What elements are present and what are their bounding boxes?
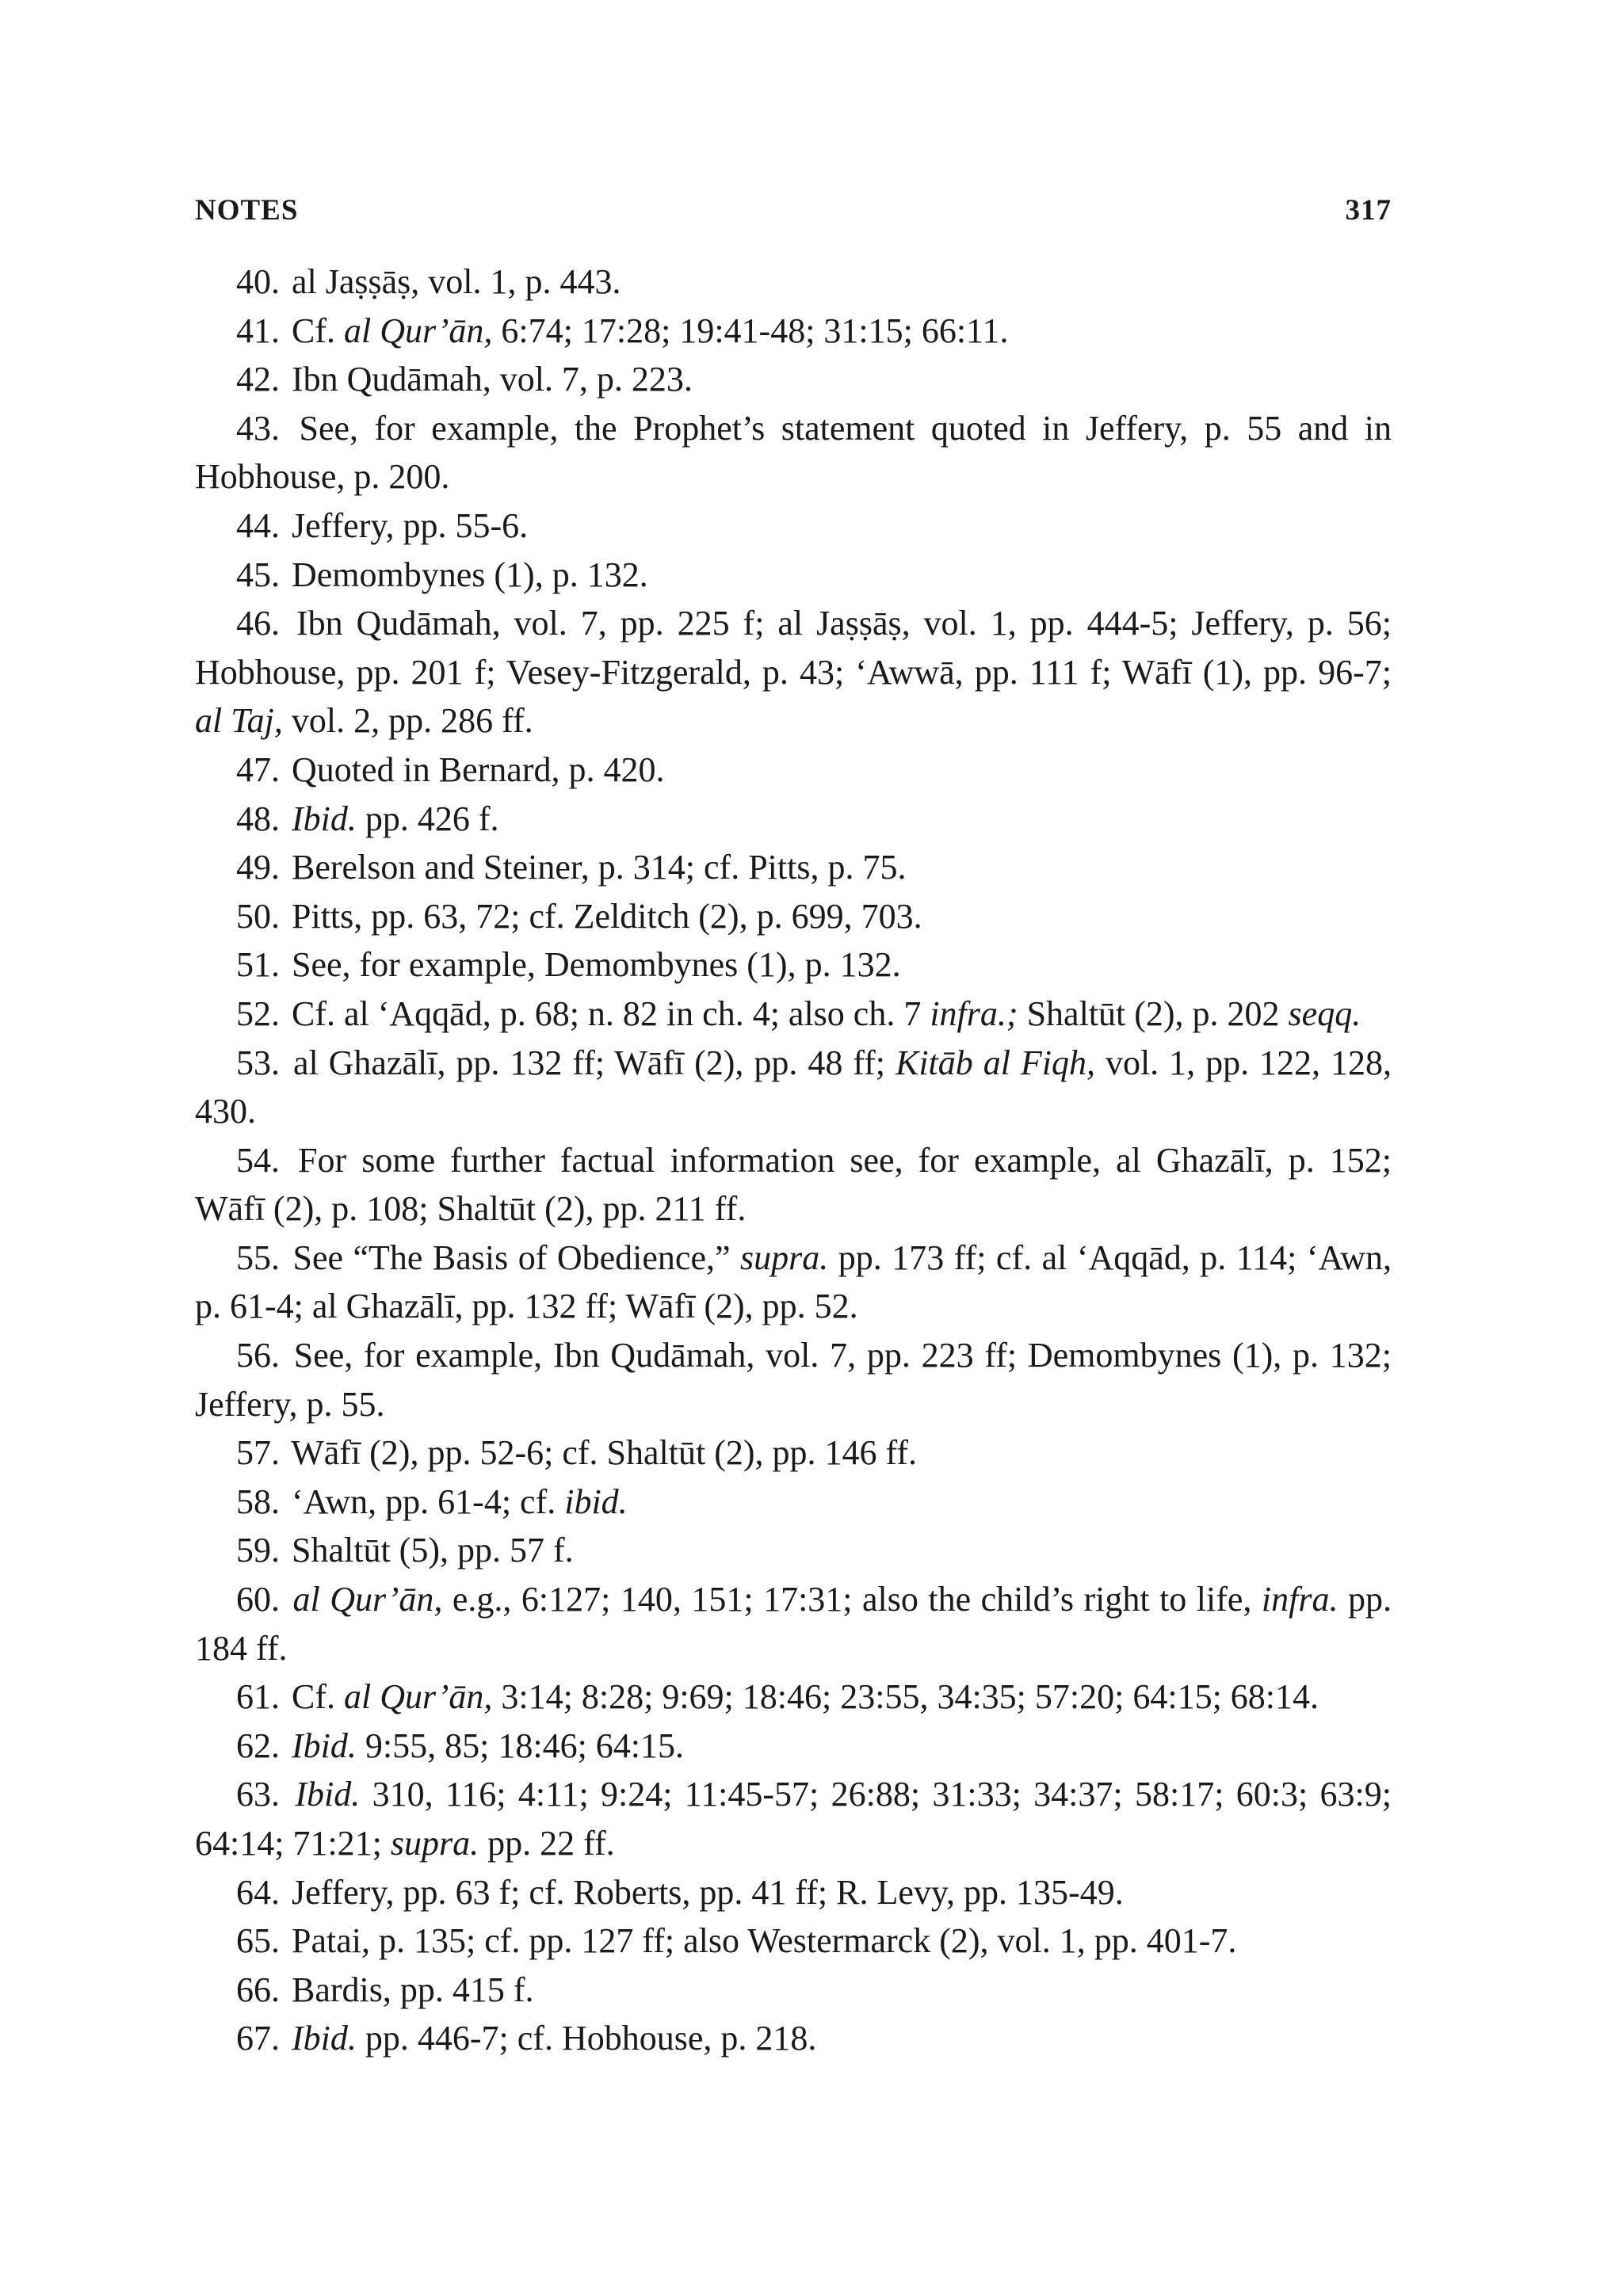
note-item	[195, 1136, 1392, 1234]
note-item	[195, 307, 1392, 356]
note-number: 47.	[236, 749, 280, 789]
note-number: 63.	[236, 1775, 280, 1814]
note-number: 44.	[236, 505, 280, 545]
note-text: For some further factual information see, for example, al Ghazālī, p. 152; Wāfī (2), p. 108; Shaltūt (2), pp. 211 ff.	[195, 1140, 1392, 1229]
note-italic-text: seqq.	[1288, 994, 1361, 1033]
note-text: pp. 184 ff.	[195, 1580, 1392, 1668]
note-italic-text: Ibid.	[292, 799, 357, 838]
note-italic-text: ibid.	[564, 1482, 628, 1521]
section-title: NOTES	[195, 194, 299, 227]
note-text: Patai, p. 135; cf. pp. 127 ff; also Westermarck (2), vol. 1, pp. 401-7.	[292, 1921, 1237, 1961]
note-number: 55.	[236, 1238, 280, 1277]
note-item	[195, 990, 1392, 1039]
note-italic-text: Ibid.	[292, 1726, 357, 1765]
note-item	[195, 1575, 1392, 1672]
note-italic-text: al Qur’ān,	[292, 1580, 443, 1619]
note-text: See, for example, Ibn Qudāmah, vol. 7, pp. 223 ff; Demombynes (1), p. 132; Jeffery, p. 55.	[195, 1336, 1392, 1424]
note-text: pp. 173 ff; cf. al ‘Aqqād, p. 114; ‘Awn, p. 61-4; al Ghazālī, pp. 132 ff; Wāfī (2), pp. 52.	[195, 1238, 1392, 1326]
note-number: 53.	[236, 1043, 280, 1082]
note-text: See, for example, Demombynes (1), p. 132.	[292, 945, 901, 985]
note-text: Berelson and Steiner, p. 314; cf. Pitts, p. 75.	[292, 848, 907, 887]
note-number: 46.	[236, 604, 280, 643]
note-text: al Ghazālī, pp. 132 ff; Wāfī (2), pp. 48 ff;	[292, 1043, 896, 1082]
note-item	[195, 1234, 1392, 1331]
note-number: 66.	[236, 1970, 280, 2009]
note-item	[195, 843, 1392, 892]
note-number: 65.	[236, 1921, 280, 1961]
note-text: Cf.	[292, 1677, 344, 1717]
note-italic-text: Ibid.	[295, 1775, 361, 1814]
note-item	[195, 502, 1392, 551]
note-italic-text: al Qur’ān,	[344, 1677, 493, 1717]
note-number: 40.	[236, 262, 280, 301]
note-number: 43.	[236, 408, 280, 448]
note-item	[195, 892, 1392, 941]
note-text: Cf.	[292, 311, 344, 350]
note-text: Demombynes (1), p. 132.	[292, 555, 648, 594]
note-text: See, for example, the Prophet’s statement quoted in Jeffery, p. 55 and in Hobhouse, p. 200.	[195, 408, 1392, 497]
note-number: 54.	[236, 1140, 280, 1180]
page-number: 317	[1345, 194, 1392, 227]
note-text: 6:74; 17:28; 19:41-48; 31:15; 66:11.	[492, 311, 1009, 350]
note-number: 50.	[236, 896, 280, 936]
note-text: Ibn Qudāmah, vol. 7, pp. 225 f; al Jaṣṣāṣ, vol. 1, pp. 444-5; Jeffery, p. 56; Hobhouse, pp. 201 f; Vesey-Fitzgerald, p. 43; ‘Awwā, pp. 111 f; Wāfī (1), pp. 96-7;	[195, 604, 1392, 692]
note-text: Quoted in Bernard, p. 420.	[292, 749, 665, 789]
note-item	[195, 1966, 1392, 2015]
note-text: Bardis, pp. 415 f.	[292, 1970, 534, 2009]
note-item	[195, 1039, 1392, 1136]
note-item	[195, 257, 1392, 307]
note-item	[195, 355, 1392, 404]
note-number: 64.	[236, 1872, 280, 1912]
book-page	[195, 193, 1392, 2063]
note-text: Jeffery, pp. 63 f; cf. Roberts, pp. 41 ff; R. Levy, pp. 135-49.	[292, 1872, 1124, 1912]
note-number: 61.	[236, 1677, 280, 1717]
note-text: Pitts, pp. 63, 72; cf. Zelditch (2), p. 699, 703.	[292, 896, 922, 936]
note-italic-text: al Taj,	[195, 701, 283, 741]
note-item	[195, 940, 1392, 990]
note-number: 60.	[236, 1580, 280, 1619]
note-item	[195, 1722, 1392, 1771]
note-number: 59.	[236, 1531, 280, 1570]
note-italic-text: supra.	[390, 1824, 479, 1863]
note-italic-text: Kitāb al Fiqh,	[895, 1043, 1095, 1082]
note-number: 58.	[236, 1482, 280, 1521]
note-item	[195, 1917, 1392, 1966]
note-item	[195, 1770, 1392, 1867]
note-text: 3:14; 8:28; 9:69; 18:46; 23:55, 34:35; 57:20; 64:15; 68:14.	[492, 1677, 1319, 1717]
note-italic-text: supra.	[740, 1238, 829, 1277]
note-item	[195, 1428, 1392, 1478]
note-text: 9:55, 85; 18:46; 64:15.	[356, 1726, 685, 1765]
note-number: 57.	[236, 1433, 280, 1473]
note-text: pp. 426 f.	[356, 799, 499, 838]
note-number: 41.	[236, 311, 280, 350]
note-number: 52.	[236, 994, 280, 1033]
note-text: Jeffery, pp. 55-6.	[292, 505, 529, 545]
note-item	[195, 795, 1392, 844]
note-item	[195, 1672, 1392, 1722]
note-italic-text: al Qur’ān,	[344, 311, 493, 350]
note-text: vol. 2, pp. 286 ff.	[282, 701, 533, 741]
note-item	[195, 599, 1392, 746]
note-text: See “The Basis of Obedience,”	[292, 1238, 741, 1277]
note-italic-text: infra.	[1261, 1580, 1338, 1619]
note-item	[195, 1526, 1392, 1575]
note-text: Cf. al ‘Aqqād, p. 68; n. 82 in ch. 4; also ch. 7	[292, 994, 930, 1033]
note-text: Shaltūt (5), pp. 57 f.	[292, 1531, 574, 1570]
note-item	[195, 404, 1392, 502]
note-number: 48.	[236, 799, 280, 838]
notes-list	[195, 257, 1392, 2063]
note-item	[195, 746, 1392, 795]
note-italic-text: Ibid.	[292, 2019, 357, 2058]
note-number: 45.	[236, 555, 280, 594]
note-text: 310, 116; 4:11; 9:24; 11:45-57; 26:88; 31:33; 34:37; 58:17; 60:3; 63:9; 64:14; 71:21;	[195, 1775, 1392, 1863]
note-text: e.g., 6:127; 140, 151; 17:31; also the child’s right to life,	[442, 1580, 1262, 1619]
running-head	[195, 193, 1392, 227]
note-text: pp. 446-7; cf. Hobhouse, p. 218.	[356, 2019, 817, 2058]
note-number: 56.	[236, 1336, 280, 1375]
note-text: Shaltūt (2), p. 202	[1018, 994, 1289, 1033]
note-text: al Jaṣṣāṣ, vol. 1, p. 443.	[292, 262, 621, 301]
note-italic-text: infra.;	[930, 994, 1018, 1033]
note-item	[195, 1331, 1392, 1428]
note-text: Wāfī (2), pp. 52-6; cf. Shaltūt (2), pp. 146 ff.	[291, 1433, 918, 1473]
note-text: Ibn Qudāmah, vol. 7, p. 223.	[292, 360, 693, 399]
note-number: 42.	[236, 360, 280, 399]
note-text: pp. 22 ff.	[479, 1824, 615, 1863]
note-text: vol. 1, pp. 122, 128, 430.	[195, 1043, 1392, 1131]
note-text: ‘Awn, pp. 61-4; cf.	[292, 1482, 565, 1521]
note-item	[195, 551, 1392, 600]
note-item	[195, 1868, 1392, 1917]
note-number: 62.	[236, 1726, 280, 1765]
note-item	[195, 1478, 1392, 1527]
note-number: 67.	[236, 2019, 280, 2058]
note-number: 51.	[236, 945, 280, 985]
note-item	[195, 2014, 1392, 2063]
note-number: 49.	[236, 848, 280, 887]
